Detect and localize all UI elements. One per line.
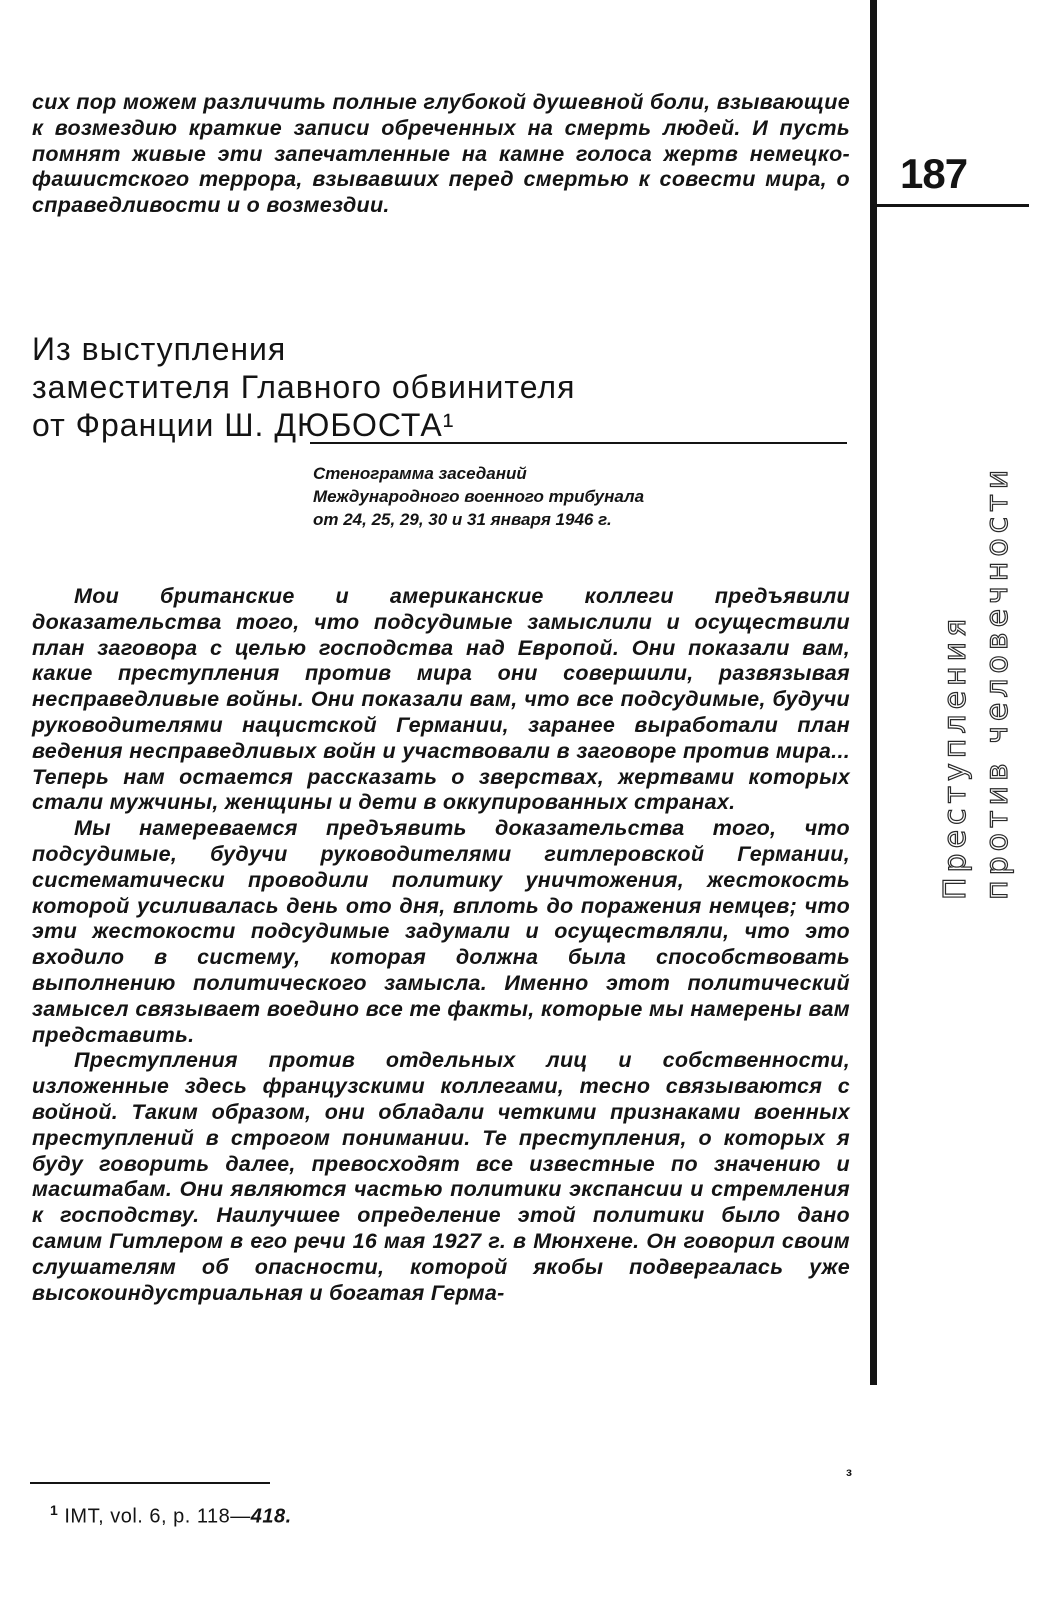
section-title-line-3: от Франции Ш. ДЮБОСТА¹ — [32, 407, 455, 443]
side-title-line-1: Преступления — [938, 613, 973, 900]
section-title-line-1: Из выступления — [32, 331, 287, 367]
footnote — [50, 1497, 292, 1530]
paragraph-1: Мои британские и американские коллеги предъявили доказательства того, что подсудимые замыслили и осуществили план заговора с целью господства над Европой. Они показали вам, какие преступления против мира они совершили, развязывая несправедливые войны. Они показали вам, что все подсудимые, будучи руководителями нацистской Германии, заранее выработали план ведения несправедливых войн и участвовали в заговоре против мира... Теперь нам остается рассказать о зверствах, жертвами которых стали мужчины, женщины и дети в оккупированных странах. — [32, 584, 850, 815]
stray-mark: з — [846, 1465, 852, 1479]
section-title — [32, 330, 832, 444]
subtitle-line-3: от 24, 25, 29, 30 и 31 января 1946 г. — [313, 510, 612, 529]
side-running-title — [935, 200, 1015, 900]
top-paragraph: сих пор можем различить полные глубокой душевной боли, взывающие к возмездию краткие записи обреченных на смерть людей. И пусть помнят живые эти запечатленные на камне голоса жертв немецко-фашистского террора, взывавших перед смертью к совести мира, о справедливости и о возмездии. — [32, 90, 850, 218]
main-text — [32, 584, 850, 1306]
side-title-line-2: против человечности — [980, 464, 1015, 900]
section-subtitle — [313, 462, 833, 531]
page-number: 187 — [900, 150, 968, 197]
section-title-line-2: заместителя Главного обвинителя — [32, 369, 576, 405]
footnote-pages: 418. — [250, 1505, 292, 1528]
footnote-marker: 1 — [50, 1502, 59, 1518]
title-rule — [310, 442, 847, 444]
paragraph-3: Преступления против отдельных лиц и собственности, изложенные здесь французскими коллегами, тесно связываются с войной. Таким образом, они обладали четкими признаками военных преступлений в строгом понимании. Те преступления, о которых я буду говорить далее, превосходят все известные по значению и масштабам. Они являются частью политики экспансии и стремления к господству. Наилучшее определение этой политики было дано самим Гитлером в его речи 16 мая 1927 г. в Мюнхене. Он говорил своим слушателям об опасности, которой якобы подвергалась уже высокоиндустриальная и богатая Герма- — [32, 1048, 850, 1305]
footnote-text: IMT, vol. 6, p. 118— — [64, 1505, 251, 1528]
subtitle-line-1: Стенограмма заседаний — [313, 464, 527, 483]
subtitle-line-2: Международного военного трибунала — [313, 487, 645, 506]
right-margin-bar — [870, 0, 877, 1385]
footnote-rule — [30, 1482, 270, 1484]
paragraph-2: Мы намереваемся предъявить доказательства того, что подсудимые, будучи руководителями гитлеровской Германии, систематически проводили политику уничтожения, жестокость которой усиливалась день ото дня, вплоть до поражения немцев; что эти жестокости подсудимые задумали и осуществляли, что это входило в систему, которая должна была способствовать выполнению политического замысла. Именно этот политический замысел связывает воедино все те факты, которые мы намерены вам представить. — [32, 816, 850, 1047]
